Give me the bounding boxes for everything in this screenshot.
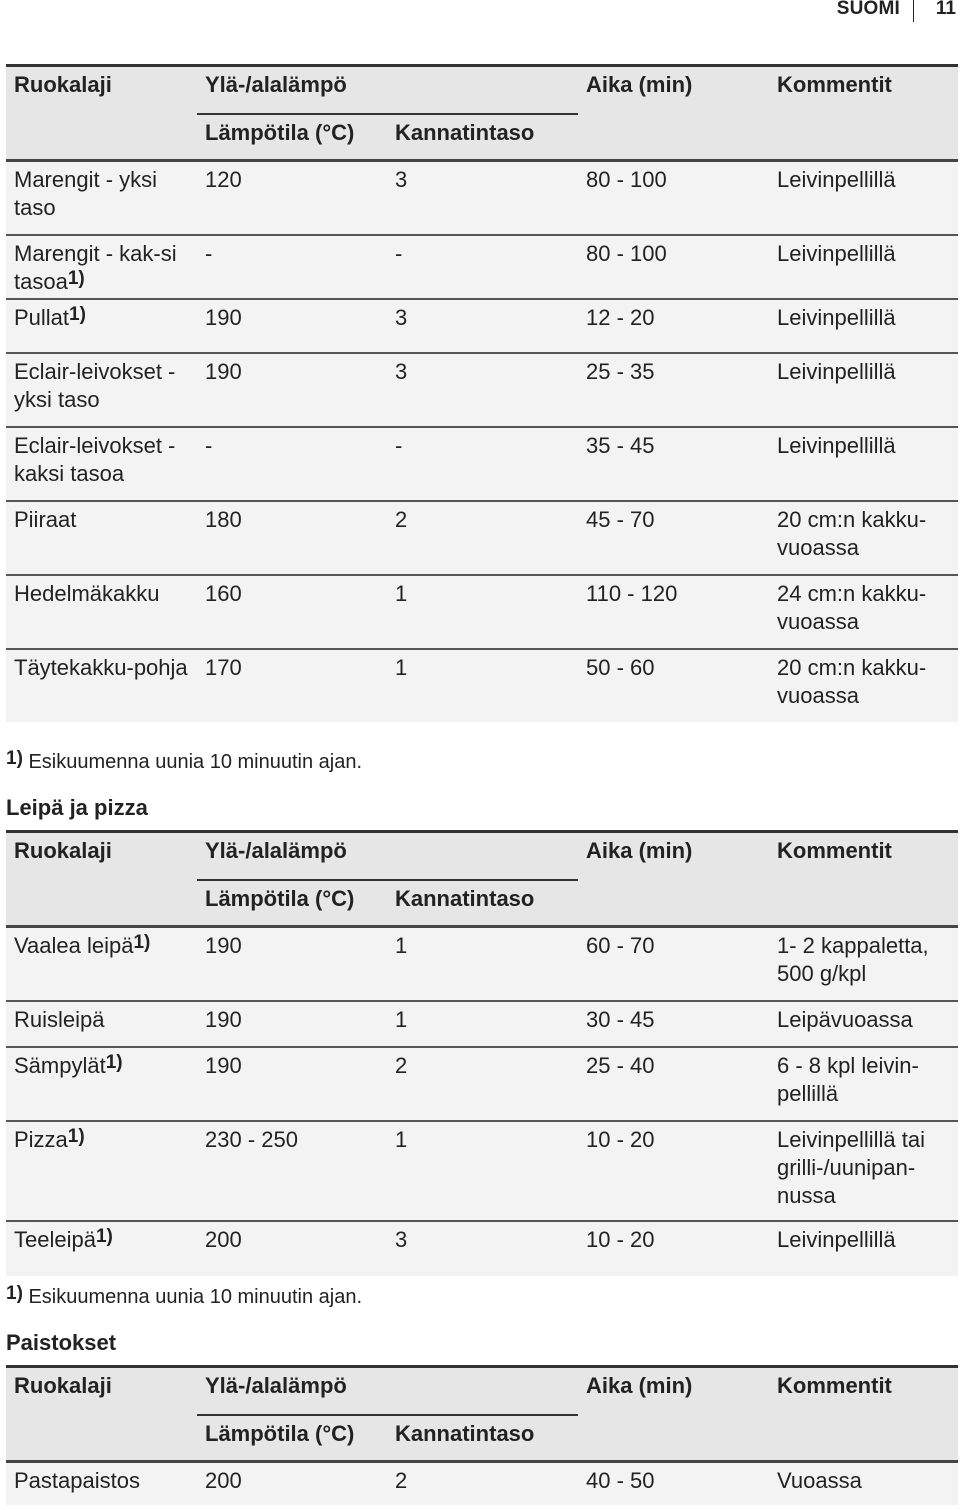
shelf-cell: 2 [387,1047,578,1121]
time-cell: 40 - 50 [578,1462,769,1506]
comment-cell: 20 cm:n kakku-vuoassa [769,649,958,722]
dish-name: Marengit - kak-si tasoa [14,241,177,294]
dish-cell [6,353,197,427]
dish-cell [6,235,197,299]
language-label: SUOMI [836,0,900,19]
dish-cell [6,427,197,501]
time-cell: 10 - 20 [578,1221,769,1276]
dish-name: Piiraat [14,507,77,532]
table-row [6,927,958,1002]
footnote-2 [6,1283,362,1309]
comment-cell: 20 cm:n kakku-vuoassa [769,501,958,575]
dish-cell [6,501,197,575]
temperature-cell: 120 [197,161,387,236]
dish-cell [6,1001,197,1047]
time-cell: 80 - 100 [578,161,769,236]
column-header-shelf: Kannatintaso [387,114,578,161]
time-cell: 50 - 60 [578,649,769,722]
table-row [6,1221,958,1276]
section-title-casseroles: Paistokset [6,1330,117,1355]
comment-cell: 24 cm:n kakku-vuoassa [769,575,958,649]
table-row [6,299,958,353]
baking-table-3 [6,1365,958,1505]
comment-cell: Leipävuoassa [769,1001,958,1047]
column-header-time: Aika (min) [578,66,769,161]
column-header-temperature: Lämpötila (°C) [197,880,387,927]
temperature-cell: 200 [197,1462,387,1506]
shelf-cell: 2 [387,501,578,575]
shelf-cell: - [387,235,578,299]
time-cell: 60 - 70 [578,927,769,1002]
column-header-time: Aika (min) [578,1367,769,1462]
dish-cell [6,1047,197,1121]
temperature-cell: 190 [197,927,387,1002]
shelf-cell: 3 [387,1221,578,1276]
temperature-cell: - [197,235,387,299]
table-row [6,161,958,236]
time-cell: 35 - 45 [578,427,769,501]
shelf-cell: 1 [387,927,578,1002]
column-header-temperature: Lämpötila (°C) [197,1415,387,1462]
comment-cell: Vuoassa [769,1462,958,1506]
time-cell: 30 - 45 [578,1001,769,1047]
temperature-cell: 230 - 250 [197,1121,387,1221]
shelf-cell: 1 [387,1121,578,1221]
dish-cell [6,1462,197,1506]
dish-name: Eclair-leivokset - yksi taso [14,359,176,412]
comment-cell: 6 - 8 kpl leivin-pellillä [769,1047,958,1121]
table-row [6,1047,958,1121]
dish-cell [6,649,197,722]
dish-name: Sämpylät [14,1053,106,1078]
footnote-ref: 1) [67,1126,85,1147]
dish-cell [6,575,197,649]
shelf-cell: 2 [387,1462,578,1506]
footnote-text: Esikuumenna uunia 10 minuutin ajan. [28,751,363,773]
time-cell: 12 - 20 [578,299,769,353]
column-header-comments: Kommentit [769,66,958,161]
column-header-dish: Ruokalaji [6,1367,197,1462]
temperature-cell: - [197,427,387,501]
temperature-cell: 180 [197,501,387,575]
footnote-1 [6,748,362,774]
dish-name: Vaalea leipä [14,933,134,958]
column-header-top-bottom-heat: Ylä-/alalämpö [197,832,578,881]
table-row [6,501,958,575]
baking-table-2 [6,830,958,1276]
column-header-shelf: Kannatintaso [387,1415,578,1462]
comment-cell: 1- 2 kappaletta, 500 g/kpl [769,927,958,1002]
temperature-cell: 190 [197,353,387,427]
comment-cell: Leivinpellillä [769,161,958,236]
table-row [6,427,958,501]
footnote-ref: 1) [67,268,85,289]
shelf-cell: - [387,427,578,501]
temperature-cell: 190 [197,1001,387,1047]
temperature-cell: 190 [197,1047,387,1121]
column-header-comments: Kommentit [769,1367,958,1462]
temperature-cell: 170 [197,649,387,722]
dish-name: Eclair-leivokset - kaksi tasoa [14,433,176,486]
table-row [6,353,958,427]
table-row [6,649,958,722]
comment-cell: Leivinpellillä [769,427,958,501]
dish-name: Marengit - yksi taso [14,167,158,220]
temperature-cell: 200 [197,1221,387,1276]
page-number: 11 [935,0,956,19]
comment-cell: Leivinpellillä [769,353,958,427]
footnote-mark: 1) [6,748,23,769]
shelf-cell: 3 [387,299,578,353]
dish-cell [6,1221,197,1276]
time-cell: 110 - 120 [578,575,769,649]
column-header-dish: Ruokalaji [6,66,197,161]
dish-name: Teeleipä [14,1227,96,1252]
column-header-top-bottom-heat: Ylä-/alalämpö [197,1367,578,1416]
dish-name: Täytekakku-pohja [14,655,188,680]
baking-table-1 [6,64,958,722]
temperature-cell: 160 [197,575,387,649]
table-row [6,1121,958,1221]
temperature-cell: 190 [197,299,387,353]
column-header-time: Aika (min) [578,832,769,927]
time-cell: 25 - 35 [578,353,769,427]
column-header-temperature: Lämpötila (°C) [197,114,387,161]
header-divider [913,0,914,22]
dish-name: Pizza [14,1127,68,1152]
dish-name: Pastapaistos [14,1468,140,1493]
dish-name: Hedelmäkakku [14,581,160,606]
shelf-cell: 3 [387,353,578,427]
table-row [6,575,958,649]
time-cell: 25 - 40 [578,1047,769,1121]
footnote-ref: 1) [95,1226,113,1247]
shelf-cell: 1 [387,1001,578,1047]
footnote-ref: 1) [69,304,86,325]
time-cell: 10 - 20 [578,1121,769,1221]
comment-cell: Leivinpellillä [769,299,958,353]
dish-cell [6,161,197,236]
footnote-mark: 1) [6,1283,23,1304]
shelf-cell: 3 [387,161,578,236]
comment-cell: Leivinpellillä [769,235,958,299]
table-row [6,1462,958,1506]
footnote-text: Esikuumenna uunia 10 minuutin ajan. [28,1286,363,1308]
time-cell: 45 - 70 [578,501,769,575]
column-header-comments: Kommentit [769,832,958,927]
column-header-shelf: Kannatintaso [387,880,578,927]
dish-cell [6,927,197,1002]
column-header-top-bottom-heat: Ylä-/alalämpö [197,66,578,115]
table-row [6,235,958,299]
table-row [6,1001,958,1047]
dish-name: Ruisleipä [14,1007,105,1032]
footnote-ref: 1) [133,932,151,953]
comment-cell: Leivinpellillä [769,1221,958,1276]
dish-name: Pullat [14,305,70,330]
section-title-bread-pizza: Leipä ja pizza [6,795,148,820]
page-header [0,0,960,24]
time-cell: 80 - 100 [578,235,769,299]
footnote-ref: 1) [105,1052,123,1073]
dish-cell [6,1121,197,1221]
shelf-cell: 1 [387,575,578,649]
column-header-dish: Ruokalaji [6,832,197,927]
dish-cell [6,299,197,353]
shelf-cell: 1 [387,649,578,722]
comment-cell: Leivinpellillä tai grilli-/uunipan-nussa [769,1121,958,1221]
